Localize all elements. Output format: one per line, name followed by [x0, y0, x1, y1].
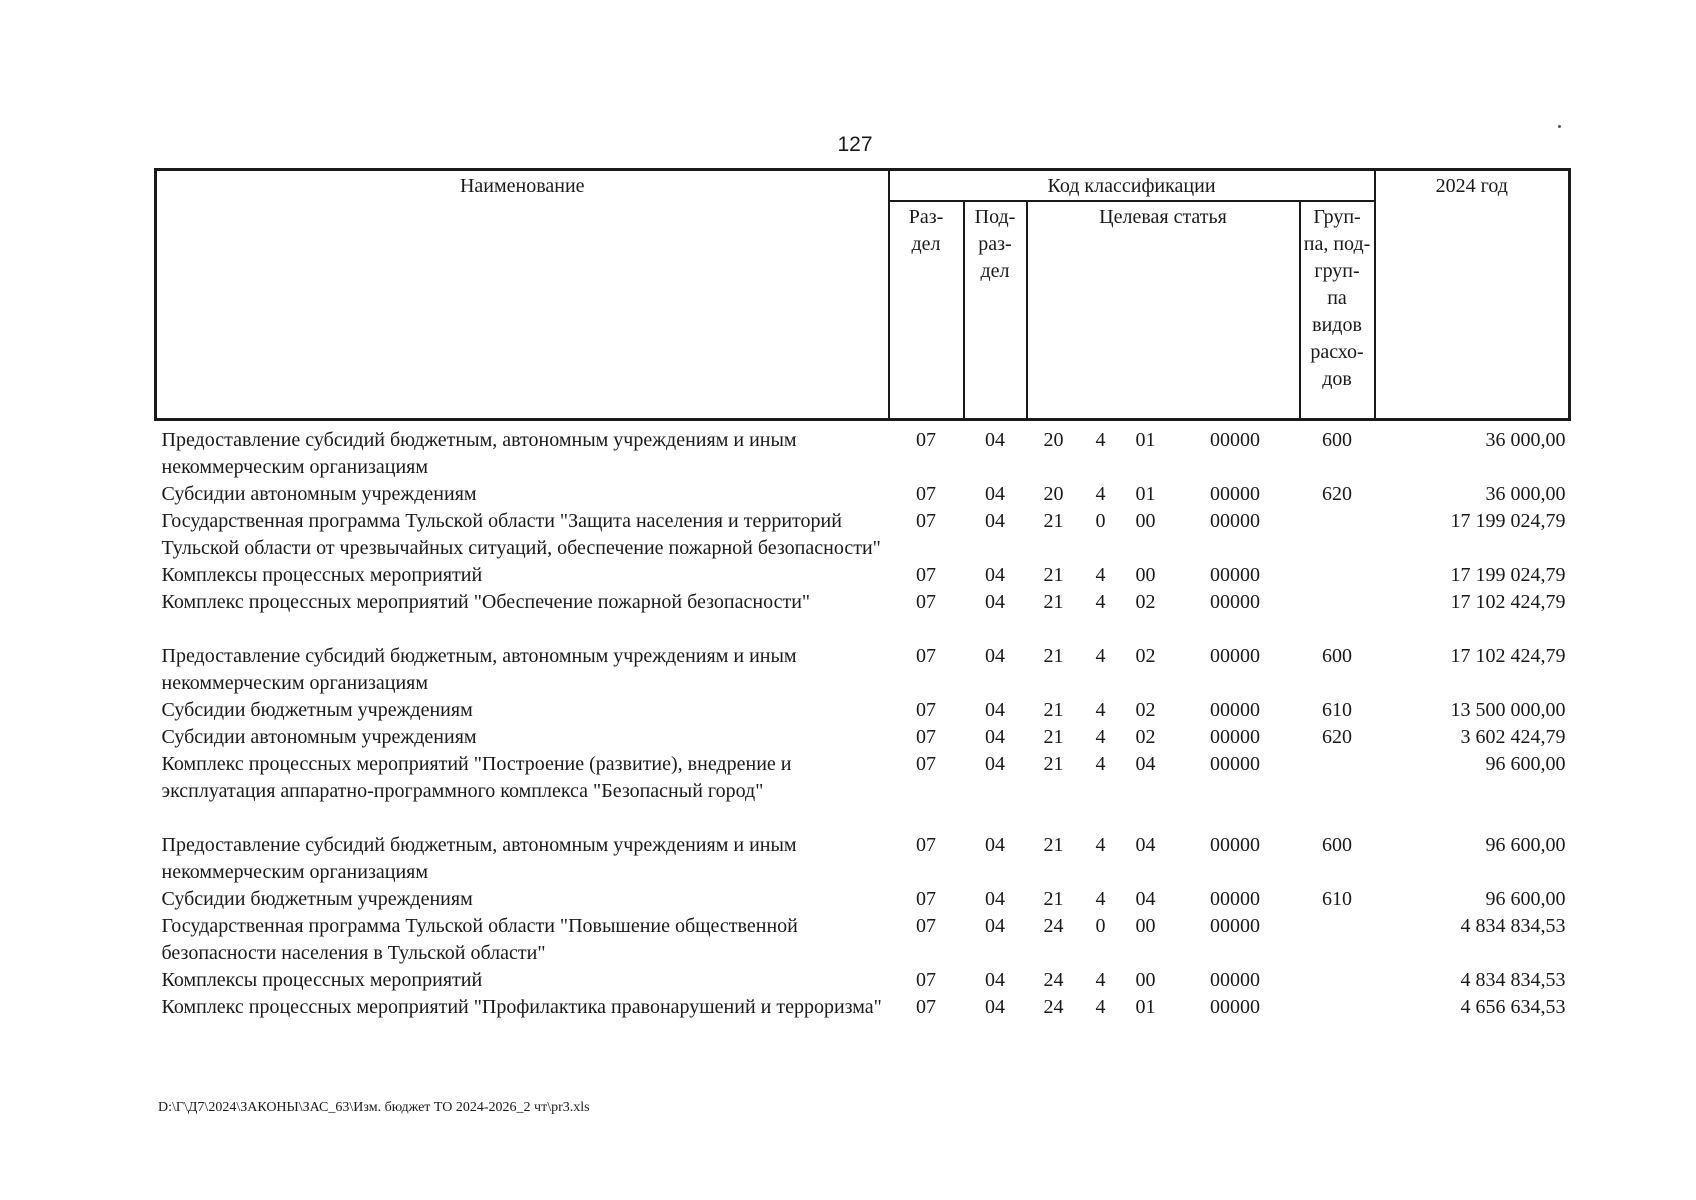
cell-amount: 36 000,00 — [1485, 429, 1566, 451]
cell-razdel: 07 — [916, 915, 936, 937]
cell-podrazdel: 04 — [985, 915, 1005, 937]
cell-vr: 600 — [1322, 834, 1353, 856]
cell-ts1: 21 — [1043, 564, 1064, 586]
cell-ts2: 4 — [1095, 888, 1106, 910]
cell-name: Предоставление субсидий бюджетным, автономным учреждениям и иным некоммерческим организациям — [161, 429, 797, 478]
cell-ts3: 04 — [1135, 834, 1156, 856]
cell-ts1: 21 — [1043, 510, 1064, 532]
cell-vr — [1300, 994, 1375, 1021]
cell-razdel: 07 — [916, 699, 936, 721]
cell-ts2: 4 — [1095, 564, 1106, 586]
cell-name: Субсидии автономным учреждениям — [161, 726, 477, 748]
cell-razdel: 07 — [916, 834, 936, 856]
table-header — [156, 170, 1570, 420]
cell-podrazdel: 04 — [985, 888, 1005, 910]
cell-razdel: 07 — [916, 888, 936, 910]
cell-vr: 620 — [1322, 726, 1353, 748]
cell-ts4: 00000 — [1210, 564, 1260, 586]
cell-name: Предоставление субсидий бюджетным, автономным учреждениям и иным некоммерческим организациям — [161, 834, 797, 883]
cell-vr — [1300, 967, 1375, 994]
cell-podrazdel: 04 — [985, 645, 1005, 667]
table-row — [156, 508, 1570, 562]
cell-razdel: 07 — [916, 753, 936, 775]
cell-podrazdel: 04 — [985, 996, 1005, 1018]
cell-ts3: 02 — [1135, 699, 1156, 721]
cell-podrazdel: 04 — [985, 564, 1005, 586]
cell-ts4: 00000 — [1210, 726, 1260, 748]
cell-ts3: 02 — [1135, 726, 1156, 748]
cell-amount: 4 834 834,53 — [1460, 915, 1566, 937]
cell-ts1: 20 — [1043, 429, 1064, 451]
cell-amount: 17 102 424,79 — [1450, 591, 1566, 613]
cell-name: Государственная программа Тульской области "Повышение общественной безопасности населения в Тульской области" — [161, 915, 798, 964]
cell-ts4: 00000 — [1210, 996, 1260, 1018]
cell-ts3: 00 — [1135, 564, 1156, 586]
file-path-footer: D:\Г\Д7\2024\ЗАКОНЫ\ЗАС_63\Изм. бюджет ТО 2024-2026_2 чт\pr3.xls — [158, 1100, 590, 1115]
cell-amount: 17 199 024,79 — [1450, 564, 1566, 586]
cell-name: Комплекс процессных мероприятий "Построение (развитие), внедрение и эксплуатация аппаратно-программного комплекса "Безопасный город" — [161, 753, 792, 802]
cell-ts1: 24 — [1043, 996, 1064, 1018]
cell-ts2: 0 — [1095, 915, 1106, 937]
table-body — [156, 420, 1570, 1022]
cell-vr — [1300, 751, 1375, 832]
cell-ts2: 4 — [1095, 483, 1106, 505]
header-classification: Код классификации — [889, 170, 1375, 202]
cell-ts4: 00000 — [1210, 591, 1260, 613]
cell-ts3: 01 — [1135, 429, 1156, 451]
cell-amount: 3 602 424,79 — [1460, 726, 1566, 748]
scan-speck — [1558, 125, 1561, 128]
cell-podrazdel: 04 — [985, 483, 1005, 505]
cell-vr: 600 — [1322, 429, 1353, 451]
cell-ts3: 00 — [1135, 510, 1156, 532]
cell-razdel: 07 — [916, 483, 936, 505]
cell-amount: 13 500 000,00 — [1450, 699, 1566, 721]
cell-ts1: 20 — [1043, 483, 1064, 505]
cell-ts3: 01 — [1135, 483, 1156, 505]
cell-razdel: 07 — [916, 429, 936, 451]
cell-ts3: 00 — [1135, 969, 1156, 991]
cell-podrazdel: 04 — [985, 699, 1005, 721]
cell-vr: 610 — [1322, 888, 1353, 910]
cell-ts4: 00000 — [1210, 483, 1260, 505]
header-podrazdel: Под- раз- дел — [964, 201, 1027, 420]
cell-vr: 620 — [1322, 483, 1353, 505]
cell-ts2: 4 — [1095, 591, 1106, 613]
table-row — [156, 886, 1570, 913]
cell-podrazdel: 04 — [985, 429, 1005, 451]
cell-ts2: 4 — [1095, 969, 1106, 991]
cell-podrazdel: 04 — [985, 591, 1005, 613]
cell-ts4: 00000 — [1210, 915, 1260, 937]
cell-amount: 17 102 424,79 — [1450, 645, 1566, 667]
cell-ts1: 21 — [1043, 834, 1064, 856]
header-target-article: Целевая статья — [1027, 201, 1300, 420]
table-row — [156, 724, 1570, 751]
cell-razdel: 07 — [916, 726, 936, 748]
cell-ts3: 00 — [1135, 915, 1156, 937]
header-expense-group: Груп- па, под- груп- па видов расхо- дов — [1300, 201, 1375, 420]
cell-ts2: 4 — [1095, 834, 1106, 856]
cell-razdel: 07 — [916, 645, 936, 667]
cell-ts1: 21 — [1043, 753, 1064, 775]
table-row — [156, 994, 1570, 1021]
cell-ts2: 4 — [1095, 753, 1106, 775]
cell-amount: 4 656 634,53 — [1460, 996, 1566, 1018]
cell-ts1: 21 — [1043, 645, 1064, 667]
cell-podrazdel: 04 — [985, 726, 1005, 748]
cell-ts4: 00000 — [1210, 753, 1260, 775]
cell-vr: 600 — [1322, 645, 1353, 667]
cell-ts4: 00000 — [1210, 510, 1260, 532]
cell-ts1: 24 — [1043, 969, 1064, 991]
cell-razdel: 07 — [916, 969, 936, 991]
cell-ts4: 00000 — [1210, 888, 1260, 910]
cell-razdel: 07 — [916, 996, 936, 1018]
cell-vr — [1300, 913, 1375, 967]
cell-ts2: 4 — [1095, 699, 1106, 721]
cell-ts4: 00000 — [1210, 429, 1260, 451]
cell-amount: 36 000,00 — [1485, 483, 1566, 505]
table-row — [156, 751, 1570, 832]
cell-podrazdel: 04 — [985, 834, 1005, 856]
cell-ts1: 21 — [1043, 699, 1064, 721]
cell-ts1: 21 — [1043, 591, 1064, 613]
cell-ts3: 04 — [1135, 888, 1156, 910]
cell-razdel: 07 — [916, 591, 936, 613]
cell-ts4: 00000 — [1210, 969, 1260, 991]
page-number: 127 — [837, 133, 873, 156]
cell-ts2: 4 — [1095, 429, 1106, 451]
cell-ts2: 4 — [1095, 645, 1106, 667]
budget-table — [154, 168, 1571, 1021]
cell-amount: 96 600,00 — [1485, 834, 1566, 856]
cell-ts3: 02 — [1135, 591, 1156, 613]
cell-podrazdel: 04 — [985, 753, 1005, 775]
cell-ts4: 00000 — [1210, 699, 1260, 721]
cell-ts1: 24 — [1043, 915, 1064, 937]
cell-name: Комплексы процессных мероприятий — [161, 564, 483, 586]
cell-ts4: 00000 — [1210, 834, 1260, 856]
cell-podrazdel: 04 — [985, 969, 1005, 991]
cell-ts2: 4 — [1095, 726, 1106, 748]
cell-podrazdel: 04 — [985, 510, 1005, 532]
table-row — [156, 481, 1570, 508]
cell-vr — [1300, 562, 1375, 589]
cell-amount: 17 199 024,79 — [1450, 510, 1566, 532]
cell-name: Субсидии бюджетным учреждениям — [161, 699, 473, 721]
cell-name: Комплекс процессных мероприятий "Профилактика правонарушений и терроризма" — [161, 996, 882, 1018]
header-year: 2024 год — [1375, 170, 1570, 420]
cell-name: Субсидии автономным учреждениям — [161, 483, 477, 505]
cell-ts3: 02 — [1135, 645, 1156, 667]
cell-razdel: 07 — [916, 510, 936, 532]
cell-amount: 4 834 834,53 — [1460, 969, 1566, 991]
table-row — [156, 967, 1570, 994]
cell-name: Комплекс процессных мероприятий "Обеспечение пожарной безопасности" — [161, 591, 811, 613]
cell-ts2: 0 — [1095, 510, 1106, 532]
cell-amount: 96 600,00 — [1485, 888, 1566, 910]
cell-razdel: 07 — [916, 564, 936, 586]
cell-name: Предоставление субсидий бюджетным, автономным учреждениям и иным некоммерческим организациям — [161, 645, 797, 694]
header-name: Наименование — [156, 170, 889, 420]
cell-name: Субсидии бюджетным учреждениям — [161, 888, 473, 910]
table-row — [156, 562, 1570, 589]
header-razdel: Раз- дел — [889, 201, 964, 420]
cell-name: Государственная программа Тульской области "Защита населения и территорий Тульской области от чрезвычайных ситуаций, обеспечение пожарной безопасности" — [161, 510, 881, 559]
budget-table-container — [154, 168, 1568, 1021]
cell-ts4: 00000 — [1210, 645, 1260, 667]
cell-ts2: 4 — [1095, 996, 1106, 1018]
cell-ts3: 04 — [1135, 753, 1156, 775]
cell-vr — [1300, 589, 1375, 643]
table-row — [156, 913, 1570, 967]
cell-ts3: 01 — [1135, 996, 1156, 1018]
table-row — [156, 832, 1570, 886]
table-row — [156, 420, 1570, 482]
table-row — [156, 643, 1570, 697]
table-row — [156, 589, 1570, 643]
table-row — [156, 697, 1570, 724]
cell-ts1: 21 — [1043, 726, 1064, 748]
cell-name: Комплексы процессных мероприятий — [161, 969, 483, 991]
cell-vr — [1300, 508, 1375, 562]
cell-amount: 96 600,00 — [1485, 753, 1566, 775]
cell-ts1: 21 — [1043, 888, 1064, 910]
cell-vr: 610 — [1322, 699, 1353, 721]
